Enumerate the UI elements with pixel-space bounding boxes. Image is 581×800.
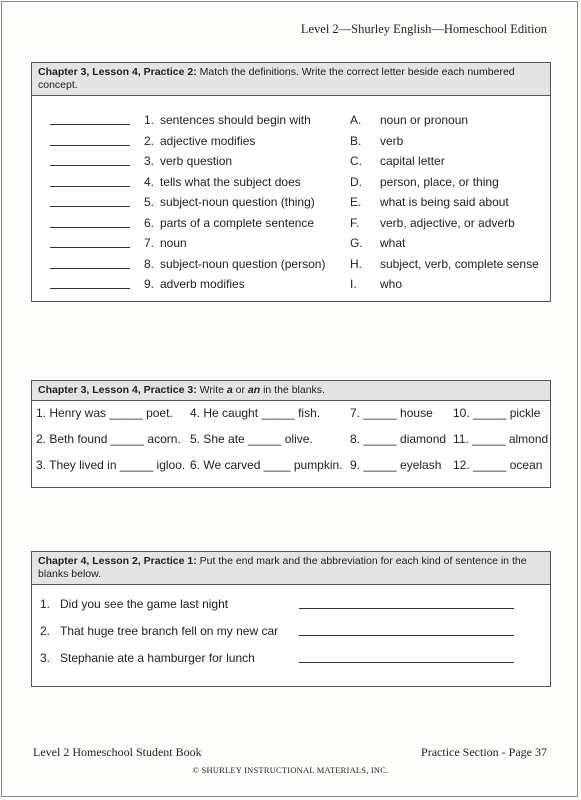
- answer-option: verb: [380, 133, 404, 148]
- practice-3-title-bold: Chapter 3, Lesson 4, Practice 3:: [38, 384, 197, 396]
- practice-2-title-bold: Chapter 3, Lesson 4, Practice 2:: [38, 66, 197, 78]
- practice-4-title-text: Put the end mark and the abbreviation for each kind of sentence in the blanks below.: [38, 555, 527, 580]
- definition-text: 9.: [144, 277, 155, 291]
- article-row: [32, 455, 550, 475]
- match-row: [32, 192, 550, 212]
- practice-3-title: [32, 381, 550, 401]
- definition-text: 3.: [144, 154, 155, 168]
- footer-book-title: Level 2 Homeschool Student Book: [33, 745, 202, 759]
- sentence-text: That huge tree branch fell on my new car: [60, 624, 279, 638]
- answer-blank[interactable]: [50, 227, 130, 228]
- definition-text: 4.: [144, 174, 155, 189]
- practice-4-box: [31, 551, 551, 687]
- article-item: 2. Beth found _____ acorn.: [36, 432, 181, 446]
- answer-option: what is being said about: [380, 195, 509, 209]
- definition-label: verb question: [160, 154, 233, 168]
- running-header: Level 2—Shurley English—Homeschool Edition: [300, 22, 547, 36]
- answer-blank[interactable]: [50, 206, 130, 207]
- definition-label: adverb modifies: [160, 277, 245, 291]
- answer-line[interactable]: [299, 608, 514, 609]
- article-row: [32, 403, 550, 423]
- answer-letter: E.: [350, 195, 362, 209]
- answer-blank[interactable]: [50, 124, 130, 125]
- practice-3-title-mid: or: [232, 384, 248, 396]
- definition-label: subject-noun question (thing): [160, 195, 315, 209]
- match-row: [32, 233, 550, 253]
- sentence-number: 3.: [40, 651, 51, 665]
- answer-blank[interactable]: [50, 247, 130, 248]
- definition-text: 1.: [144, 113, 155, 127]
- answer-letter: F.: [350, 215, 360, 230]
- definition-label: sentences should begin with: [160, 113, 311, 127]
- sentence-number: 2.: [40, 624, 51, 638]
- practice-3-title-pre: Write: [199, 384, 227, 396]
- answer-blank[interactable]: [50, 288, 130, 289]
- article-item: 4. He caught _____ fish.: [190, 406, 321, 420]
- answer-blank[interactable]: [50, 165, 130, 166]
- sentence-row: [32, 648, 550, 668]
- answer-letter: I.: [350, 277, 357, 291]
- answer-option: who: [380, 277, 403, 291]
- article-item: 10. _____ pickle: [453, 406, 541, 420]
- answer-letter: B.: [350, 133, 362, 148]
- answer-letter: G.: [350, 236, 363, 250]
- sentence-row: [32, 594, 550, 614]
- match-row: [32, 213, 550, 233]
- article-row: [32, 429, 550, 449]
- practice-2-title: [32, 63, 550, 96]
- answer-letter: C.: [350, 154, 362, 168]
- sentence-number: 1.: [40, 597, 51, 611]
- answer-option: subject, verb, complete sense: [380, 256, 539, 271]
- definition-text: 8.: [144, 256, 155, 271]
- article-item: 7. _____ house: [350, 406, 433, 420]
- article-item: 3. They lived in _____ igloo.: [36, 458, 186, 472]
- answer-letter: D.: [350, 174, 362, 189]
- practice-3-box: [31, 380, 551, 488]
- answer-option: what: [380, 236, 406, 250]
- definition-label: noun: [160, 236, 187, 250]
- article-item: 11. _____ almond: [453, 432, 549, 446]
- article-item: 8. _____ diamond: [350, 432, 447, 446]
- article-item: 9. _____ eyelash: [350, 458, 442, 472]
- definition-text: 5.: [144, 195, 155, 209]
- answer-line[interactable]: [299, 662, 514, 663]
- practice-2-box: [31, 62, 551, 302]
- article-item: 1. Henry was _____ poet.: [36, 406, 173, 420]
- definition-label: subject-noun question (person): [160, 256, 326, 271]
- answer-option: verb, adjective, or adverb: [380, 215, 515, 230]
- footer-page-number: Practice Section - Page 37: [421, 745, 547, 759]
- definition-text: 2.: [144, 133, 155, 148]
- answer-letter: A.: [350, 113, 362, 127]
- answer-blank[interactable]: [50, 268, 130, 269]
- answer-blank[interactable]: [50, 186, 130, 187]
- answer-letter: H.: [350, 256, 362, 271]
- match-row: [32, 172, 550, 192]
- match-row: [32, 254, 550, 274]
- answer-option: noun or pronoun: [380, 113, 469, 127]
- article-item: 5. She ate _____ olive.: [190, 432, 313, 446]
- practice-3-title-an: an: [247, 384, 261, 396]
- article-item: 12. _____ ocean: [453, 458, 543, 472]
- practice-4-title: [32, 552, 550, 585]
- sentence-row: [32, 621, 550, 641]
- match-row: [32, 151, 550, 171]
- practice-2-title-text: Match the definitions. Write the correct letter beside each numbered concept.: [38, 66, 515, 91]
- practice-3-title-post: in the blanks.: [260, 384, 325, 396]
- answer-option: capital letter: [380, 154, 445, 168]
- article-item: 6. We carved ____ pumpkin.: [190, 458, 343, 472]
- match-row: [32, 131, 550, 151]
- answer-blank[interactable]: [50, 145, 130, 146]
- sentence-text: Did you see the game last night: [60, 597, 229, 611]
- definition-label: tells what the subject does: [160, 174, 301, 189]
- definition-label: parts of a complete sentence: [160, 215, 315, 230]
- match-row: [32, 110, 550, 130]
- definition-text: 6.: [144, 215, 155, 230]
- answer-line[interactable]: [299, 635, 514, 636]
- practice-3-title-a: a: [226, 384, 233, 396]
- definition-text: 7.: [144, 236, 155, 250]
- copyright-notice: © SHURLEY INSTRUCTIONAL MATERIALS, INC.: [192, 765, 389, 775]
- practice-4-title-bold: Chapter 4, Lesson 2, Practice 1:: [38, 555, 197, 567]
- sentence-text: Stephanie ate a hamburger for lunch: [60, 651, 255, 665]
- definition-label: adjective modifies: [160, 133, 256, 148]
- match-row: [32, 274, 550, 294]
- answer-option: person, place, or thing: [380, 174, 499, 189]
